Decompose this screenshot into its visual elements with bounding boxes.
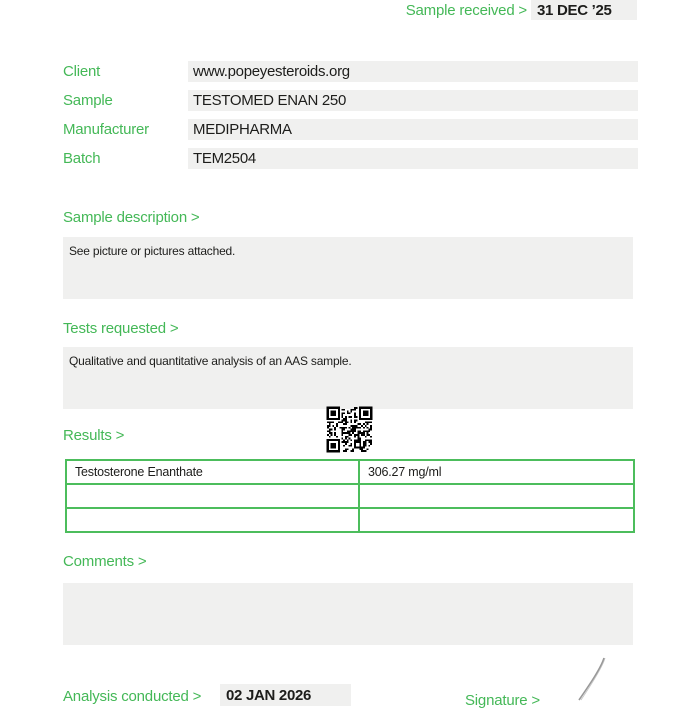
table-row: [66, 508, 634, 532]
tests-requested-body: Qualitative and quantitative analysis of an AAS sample.: [63, 347, 633, 409]
batch-label: Batch: [63, 150, 101, 167]
sample-received-label: Sample received >: [405, 2, 527, 19]
signature-label: Signature >: [465, 692, 540, 709]
results-table: [65, 459, 635, 533]
substance-cell: [66, 484, 359, 508]
amount-cell: [359, 484, 634, 508]
substance-cell: [66, 508, 359, 532]
sample-description-body: See picture or pictures attached.: [63, 237, 633, 299]
client-label: Client: [63, 63, 101, 80]
manufacturer-value: MEDIPHARMA: [188, 119, 638, 140]
sample-value: TESTOMED ENAN 250: [188, 90, 638, 111]
tests-requested-heading: Tests requested >: [63, 320, 179, 337]
comments-body: [63, 583, 633, 645]
qr-code-icon: [327, 407, 372, 452]
manufacturer-label: Manufacturer: [63, 121, 149, 138]
sample-description-heading: Sample description >: [63, 209, 200, 226]
table-row: [66, 460, 634, 484]
batch-value: TEM2504: [188, 148, 638, 169]
amount-cell: 306.27 mg/ml: [359, 460, 634, 484]
sample-received-value: 31 DEC ’25: [531, 0, 637, 20]
client-value: www.popeyesteroids.org: [188, 61, 638, 82]
signature-stroke: [560, 640, 630, 700]
results-heading: Results >: [63, 427, 125, 444]
table-row: [66, 484, 634, 508]
amount-cell: [359, 508, 634, 532]
analysis-conducted-value: 02 JAN 2026: [220, 684, 351, 706]
substance-cell: Testosterone Enanthate: [66, 460, 359, 484]
comments-heading: Comments >: [63, 553, 147, 570]
analysis-conducted-label: Analysis conducted >: [63, 688, 202, 705]
sample-label: Sample: [63, 92, 113, 109]
